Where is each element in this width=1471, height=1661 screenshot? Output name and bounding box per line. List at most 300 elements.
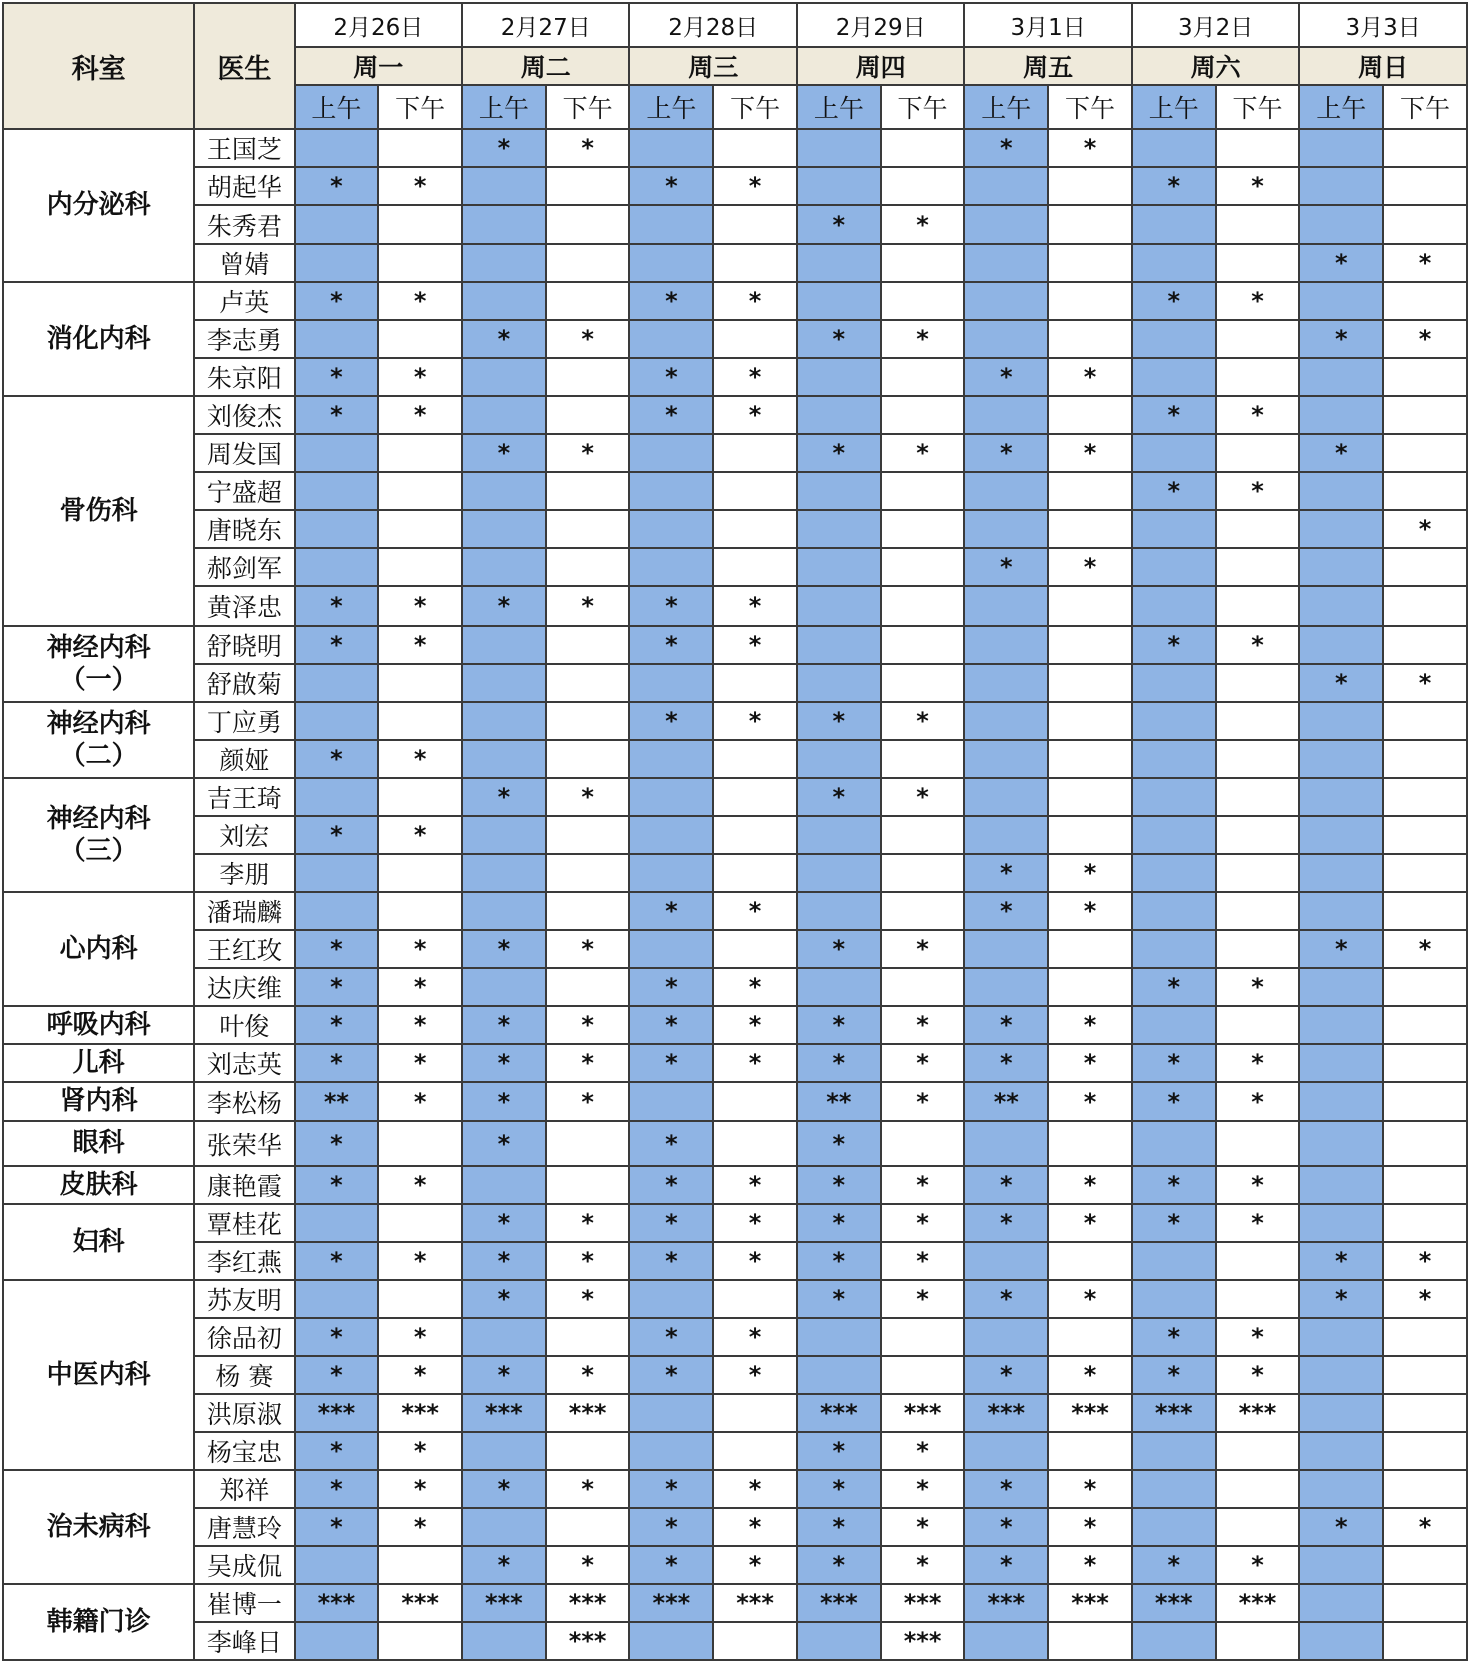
schedule-slot	[1383, 1470, 1467, 1508]
schedule-slot: *	[378, 740, 462, 778]
doctor-name: 叶俊	[194, 1006, 294, 1044]
schedule-slot	[1048, 968, 1132, 1006]
schedule-slot	[1383, 1166, 1467, 1204]
schedule-slot: *	[462, 1204, 546, 1242]
schedule-slot	[964, 510, 1048, 548]
schedule-slot: *	[964, 1006, 1048, 1044]
schedule-slot: *	[881, 1044, 965, 1082]
schedule-slot	[713, 510, 797, 548]
schedule-slot	[881, 740, 965, 778]
table-row	[3, 1166, 1467, 1204]
schedule-slot	[1216, 205, 1300, 244]
schedule-slot	[546, 472, 630, 510]
schedule-slot	[295, 320, 379, 358]
department-subname: （一）	[59, 665, 138, 695]
table-row	[3, 1470, 1467, 1508]
schedule-slot: *	[629, 1546, 713, 1584]
doctor-name: 李红燕	[194, 1242, 294, 1280]
schedule-slot: *	[295, 586, 379, 626]
schedule-slot	[797, 626, 881, 664]
schedule-slot: *	[797, 702, 881, 740]
table-row	[3, 1082, 1467, 1121]
schedule-slot: *	[964, 129, 1048, 167]
schedule-slot	[546, 702, 630, 740]
schedule-slot	[629, 1394, 713, 1432]
schedule-slot: *	[964, 1204, 1048, 1242]
schedule-slot	[546, 664, 630, 702]
schedule-slot	[295, 244, 379, 282]
schedule-slot	[713, 548, 797, 586]
schedule-slot: *	[1048, 1546, 1132, 1584]
department-name: 眼科	[72, 1128, 125, 1159]
department-subname: （二）	[59, 741, 138, 771]
schedule-slot: ***	[546, 1622, 630, 1660]
schedule-slot	[964, 167, 1048, 205]
schedule-slot	[295, 1546, 379, 1584]
table-row	[3, 930, 1467, 968]
schedule-slot	[713, 930, 797, 968]
schedule-slot	[1383, 854, 1467, 892]
schedule-slot	[1216, 854, 1300, 892]
table-row	[3, 167, 1467, 205]
department-name: 内分泌科	[46, 190, 151, 221]
schedule-slot: *	[295, 968, 379, 1006]
schedule-slot	[1048, 930, 1132, 968]
schedule-slot	[964, 1242, 1048, 1280]
department-cell	[3, 1166, 194, 1204]
schedule-slot: *	[629, 1242, 713, 1280]
schedule-slot	[1383, 548, 1467, 586]
schedule-slot: *	[378, 1044, 462, 1082]
schedule-slot	[1383, 1432, 1467, 1470]
schedule-slot	[1048, 244, 1132, 282]
schedule-slot	[1299, 1622, 1383, 1660]
schedule-slot	[881, 1356, 965, 1394]
schedule-slot	[964, 1622, 1048, 1660]
schedule-slot	[1048, 586, 1132, 626]
schedule-slot: *	[797, 320, 881, 358]
schedule-slot	[881, 816, 965, 854]
schedule-slot	[881, 548, 965, 586]
department-name: 消化内科	[46, 323, 151, 354]
weekday-header: 周三	[629, 47, 796, 85]
schedule-slot	[1216, 548, 1300, 586]
schedule-slot: *	[713, 1508, 797, 1546]
schedule-slot: *	[713, 1044, 797, 1082]
schedule-slot	[964, 968, 1048, 1006]
schedule-slot	[1299, 1394, 1383, 1432]
schedule-slot	[1216, 510, 1300, 548]
schedule-slot: *	[1216, 167, 1300, 205]
schedule-slot	[378, 664, 462, 702]
schedule-slot	[1216, 320, 1300, 358]
schedule-slot	[1299, 892, 1383, 930]
schedule-slot	[797, 358, 881, 396]
schedule-slot	[378, 472, 462, 510]
schedule-slot: ***	[881, 1622, 965, 1660]
schedule-slot: *	[1048, 129, 1132, 167]
schedule-slot: *	[964, 854, 1048, 892]
doctor-name: 曾婧	[194, 244, 294, 282]
schedule-slot	[546, 968, 630, 1006]
schedule-slot: *	[629, 1356, 713, 1394]
schedule-slot	[797, 854, 881, 892]
schedule-slot	[1299, 1082, 1383, 1121]
schedule-slot	[1383, 1318, 1467, 1356]
schedule-slot: *	[378, 1356, 462, 1394]
schedule-slot: *	[629, 626, 713, 664]
schedule-slot: *	[629, 1044, 713, 1082]
schedule-slot: ***	[1216, 1394, 1300, 1432]
table-row	[3, 434, 1467, 472]
table-row	[3, 1242, 1467, 1280]
schedule-slot	[797, 167, 881, 205]
schedule-slot	[462, 548, 546, 586]
schedule-slot: *	[964, 548, 1048, 586]
table-row	[3, 320, 1467, 358]
schedule-slot: *	[881, 1508, 965, 1546]
schedule-slot: *	[797, 1121, 881, 1166]
schedule-slot	[1132, 1121, 1216, 1166]
schedule-slot	[629, 472, 713, 510]
schedule-slot: *	[1383, 664, 1467, 702]
schedule-slot: *	[797, 1044, 881, 1082]
schedule-slot	[295, 205, 379, 244]
schedule-slot	[1299, 740, 1383, 778]
schedule-slot: *	[881, 320, 965, 358]
schedule-slot	[546, 1121, 630, 1166]
schedule-slot: *	[1216, 1318, 1300, 1356]
schedule-slot: *	[1216, 1204, 1300, 1242]
schedule-slot: *	[797, 778, 881, 816]
schedule-slot	[462, 205, 546, 244]
schedule-slot: *	[295, 1121, 379, 1166]
schedule-slot: *	[713, 1470, 797, 1508]
schedule-slot	[1299, 1006, 1383, 1044]
schedule-slot	[1216, 1006, 1300, 1044]
schedule-slot: *	[713, 702, 797, 740]
schedule-slot: *	[629, 1508, 713, 1546]
schedule-slot	[797, 1622, 881, 1660]
department-cell	[3, 778, 194, 892]
department-name: 儿科	[72, 1047, 125, 1078]
schedule-slot	[1299, 396, 1383, 434]
schedule-slot	[295, 1204, 379, 1242]
schedule-slot: ***	[713, 1584, 797, 1622]
schedule-slot: *	[1216, 1044, 1300, 1082]
schedule-slot	[1299, 1121, 1383, 1166]
schedule-slot: *	[295, 1318, 379, 1356]
doctor-name: 崔博一	[194, 1584, 294, 1622]
department-cell	[3, 626, 194, 702]
schedule-slot	[797, 586, 881, 626]
schedule-slot: *	[1299, 1280, 1383, 1318]
schedule-slot: *	[881, 1166, 965, 1204]
schedule-slot: *	[1048, 1044, 1132, 1082]
doctor-name: 张荣华	[194, 1121, 294, 1166]
schedule-slot	[797, 664, 881, 702]
schedule-slot: *	[378, 282, 462, 320]
schedule-slot	[378, 892, 462, 930]
schedule-slot	[546, 816, 630, 854]
schedule-slot: ***	[378, 1394, 462, 1432]
doctor-name: 李峰日	[194, 1622, 294, 1660]
schedule-slot	[1216, 1432, 1300, 1470]
schedule-slot	[964, 1318, 1048, 1356]
schedule-slot	[1383, 1082, 1467, 1121]
schedule-slot	[1216, 1121, 1300, 1166]
department-name: 呼吸内科	[46, 1009, 151, 1040]
schedule-slot: *	[881, 930, 965, 968]
schedule-slot: *	[629, 702, 713, 740]
schedule-slot	[964, 586, 1048, 626]
schedule-slot: *	[546, 1006, 630, 1044]
schedule-slot	[1383, 1546, 1467, 1584]
schedule-slot: *	[1216, 1356, 1300, 1394]
schedule-slot	[1216, 778, 1300, 816]
schedule-slot	[1216, 664, 1300, 702]
schedule-slot	[295, 1622, 379, 1660]
doctor-name: 朱秀君	[194, 205, 294, 244]
schedule-slot	[1216, 1622, 1300, 1660]
schedule-slot	[1383, 396, 1467, 434]
doctor-name: 吉王琦	[194, 778, 294, 816]
schedule-slot: *	[378, 396, 462, 434]
schedule-slot: *	[295, 1508, 379, 1546]
weekday-header: 周五	[964, 47, 1131, 85]
schedule-slot	[881, 968, 965, 1006]
department-name: 肾内科	[59, 1086, 138, 1117]
schedule-slot	[964, 664, 1048, 702]
schedule-slot: ***	[1132, 1584, 1216, 1622]
schedule-slot	[1299, 586, 1383, 626]
schedule-slot	[881, 396, 965, 434]
schedule-slot	[462, 740, 546, 778]
schedule-slot: *	[797, 1166, 881, 1204]
schedule-slot: *	[629, 167, 713, 205]
doctor-name: 苏友明	[194, 1280, 294, 1318]
schedule-slot	[378, 244, 462, 282]
schedule-slot	[797, 892, 881, 930]
schedule-slot	[713, 854, 797, 892]
schedule-slot	[295, 1280, 379, 1318]
schedule-slot: *	[1216, 472, 1300, 510]
schedule-slot	[546, 1318, 630, 1356]
am-header: 上午	[1299, 85, 1383, 129]
schedule-slot	[713, 1432, 797, 1470]
schedule-slot	[629, 1082, 713, 1121]
am-header: 上午	[629, 85, 713, 129]
schedule-slot	[881, 664, 965, 702]
date-header: 2月26日	[295, 3, 462, 47]
schedule-slot: *	[462, 1356, 546, 1394]
schedule-slot: *	[378, 1082, 462, 1121]
schedule-slot: *	[546, 1044, 630, 1082]
table-row	[3, 1508, 1467, 1546]
schedule-slot: *	[1383, 244, 1467, 282]
schedule-slot: *	[462, 1470, 546, 1508]
schedule-slot	[797, 396, 881, 434]
table-row	[3, 1622, 1467, 1660]
schedule-slot	[1216, 434, 1300, 472]
schedule-slot	[546, 548, 630, 586]
schedule-slot: *	[378, 1508, 462, 1546]
schedule-slot: *	[295, 1044, 379, 1082]
table-row	[3, 586, 1467, 626]
schedule-slot: *	[1216, 396, 1300, 434]
schedule-slot	[378, 854, 462, 892]
schedule-slot: *	[1048, 1470, 1132, 1508]
doctor-name: 胡起华	[194, 167, 294, 205]
schedule-slot	[1383, 586, 1467, 626]
schedule-slot	[295, 778, 379, 816]
schedule-slot: *	[964, 1280, 1048, 1318]
schedule-slot	[1299, 472, 1383, 510]
schedule-slot: *	[295, 1006, 379, 1044]
schedule-slot	[462, 472, 546, 510]
schedule-slot	[964, 778, 1048, 816]
department-name: 神经内科	[46, 632, 151, 663]
schedule-slot	[1299, 510, 1383, 548]
schedule-slot	[1132, 434, 1216, 472]
schedule-slot: *	[881, 1546, 965, 1584]
schedule-slot	[1048, 396, 1132, 434]
schedule-slot: *	[546, 1204, 630, 1242]
table-row	[3, 1318, 1467, 1356]
table-row	[3, 205, 1467, 244]
schedule-slot	[964, 1121, 1048, 1166]
doctor-name: 杨宝忠	[194, 1432, 294, 1470]
schedule-slot	[378, 510, 462, 548]
schedule-slot	[881, 244, 965, 282]
schedule-slot: *	[713, 968, 797, 1006]
schedule-slot	[713, 778, 797, 816]
schedule-slot	[462, 358, 546, 396]
schedule-slot: *	[1048, 1166, 1132, 1204]
schedule-slot	[629, 434, 713, 472]
schedule-slot	[1216, 1470, 1300, 1508]
table-row	[3, 1432, 1467, 1470]
schedule-slot	[1383, 778, 1467, 816]
schedule-slot	[462, 1318, 546, 1356]
date-header: 2月29日	[797, 3, 964, 47]
schedule-slot	[881, 1318, 965, 1356]
schedule-slot	[295, 129, 379, 167]
schedule-slot	[295, 892, 379, 930]
weekday-header: 周四	[797, 47, 964, 85]
schedule-slot	[295, 510, 379, 548]
doctor-name: 丁应勇	[194, 702, 294, 740]
table-row	[3, 892, 1467, 930]
schedule-slot: ***	[881, 1394, 965, 1432]
department-cell	[3, 1280, 194, 1470]
schedule-slot: *	[1299, 244, 1383, 282]
schedule-slot	[713, 129, 797, 167]
schedule-slot: *	[713, 1356, 797, 1394]
table-row	[3, 1006, 1467, 1044]
schedule-slot: *	[1132, 1356, 1216, 1394]
schedule-slot: *	[462, 778, 546, 816]
schedule-slot: *	[629, 1121, 713, 1166]
schedule-slot	[378, 1204, 462, 1242]
schedule-slot: *	[462, 1121, 546, 1166]
schedule-slot	[1048, 664, 1132, 702]
schedule-slot	[881, 282, 965, 320]
schedule-slot	[629, 1432, 713, 1470]
schedule-slot	[378, 1121, 462, 1166]
schedule-slot	[797, 968, 881, 1006]
department-name: 皮肤科	[59, 1169, 138, 1200]
doctor-name: 黄泽忠	[194, 586, 294, 626]
schedule-slot	[1132, 1508, 1216, 1546]
am-header: 上午	[462, 85, 546, 129]
schedule-slot	[713, 740, 797, 778]
schedule-slot	[378, 434, 462, 472]
schedule-slot: *	[881, 778, 965, 816]
table-row	[3, 626, 1467, 664]
schedule-slot: *	[295, 740, 379, 778]
schedule-slot	[797, 548, 881, 586]
schedule-slot	[881, 510, 965, 548]
schedule-slot: *	[964, 1356, 1048, 1394]
schedule-slot	[546, 244, 630, 282]
schedule-slot: *	[462, 1006, 546, 1044]
schedule-slot: *	[378, 358, 462, 396]
schedule-slot: *	[378, 1470, 462, 1508]
schedule-slot	[462, 244, 546, 282]
department-cell	[3, 1006, 194, 1044]
schedule-slot: *	[1132, 968, 1216, 1006]
schedule-slot	[1132, 892, 1216, 930]
schedule-slot: *	[1132, 626, 1216, 664]
schedule-slot: ***	[462, 1394, 546, 1432]
schedule-slot	[1132, 702, 1216, 740]
schedule-slot: *	[629, 892, 713, 930]
schedule-slot: *	[964, 1546, 1048, 1584]
schedule-slot	[797, 472, 881, 510]
schedule-slot	[1299, 1356, 1383, 1394]
schedule-slot: ***	[295, 1394, 379, 1432]
schedule-slot: *	[295, 1432, 379, 1470]
schedule-slot: *	[797, 434, 881, 472]
schedule-slot: *	[1216, 1546, 1300, 1584]
schedule-slot	[629, 664, 713, 702]
schedule-slot	[629, 548, 713, 586]
schedule-slot: *	[629, 1006, 713, 1044]
schedule-slot: *	[1048, 1356, 1132, 1394]
schedule-slot: *	[295, 396, 379, 434]
schedule-slot	[295, 702, 379, 740]
schedule-slot: *	[295, 930, 379, 968]
schedule-slot	[713, 434, 797, 472]
doctor-name: 郑祥	[194, 1470, 294, 1508]
department-cell	[3, 892, 194, 1006]
schedule-slot	[1216, 1508, 1300, 1546]
schedule-slot: *	[1048, 1280, 1132, 1318]
schedule-slot	[881, 892, 965, 930]
schedule-slot	[462, 626, 546, 664]
schedule-body	[3, 129, 1467, 1660]
schedule-slot: *	[546, 1356, 630, 1394]
schedule-slot: *	[713, 1318, 797, 1356]
schedule-slot: *	[881, 1006, 965, 1044]
table-row	[3, 968, 1467, 1006]
schedule-slot	[629, 320, 713, 358]
schedule-slot	[1216, 1280, 1300, 1318]
department-cell	[3, 1044, 194, 1082]
schedule-slot: *	[881, 1470, 965, 1508]
table-row	[3, 702, 1467, 740]
